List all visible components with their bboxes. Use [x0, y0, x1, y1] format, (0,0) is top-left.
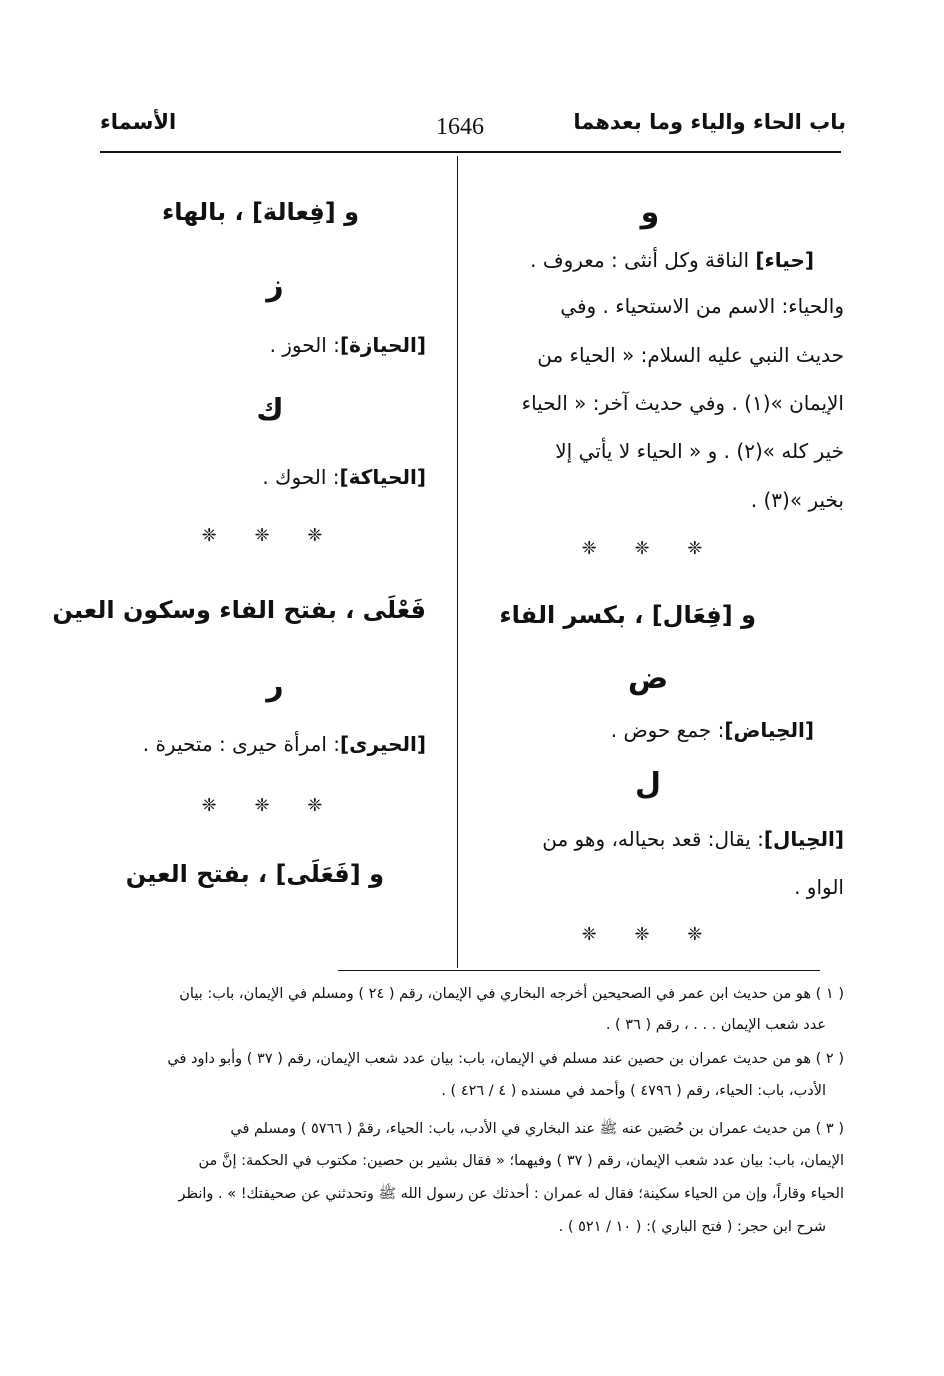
entry-hiyaka	[262, 455, 426, 499]
section-title-faala-ayn: و [فَعَلَى] ، بفتح العين	[125, 860, 384, 888]
section-title-fiaala: و [فِعالة] ، بالهاء	[161, 198, 359, 226]
footnote-line: ( ١ ) هو من حديث ابن عمر في الصحيحين أخرجه البخاري في الإيمان، رقم ( ٢٤ ) ومسلم في الإيمان، باب: بيان	[179, 986, 844, 1002]
entry-head: [حياء]	[755, 248, 814, 272]
entry-hiyad	[611, 708, 814, 752]
entry-hiyal	[542, 817, 844, 861]
entry-text: : الحوز .	[269, 333, 340, 357]
footnote-line: ( ٢ ) هو من حديث عمران بن حصين عند مسلم في الإيمان، باب: بيان عدد شعب الإيمان، رقم ( ٣٧ ) وأبو داود في	[167, 1051, 844, 1067]
paragraph-line: والحياء: الاسم من الاستحياء . وفي	[560, 294, 844, 318]
section-divider-stars: ❈ ❈ ❈	[201, 525, 339, 546]
section-divider-stars: ❈ ❈ ❈	[581, 538, 719, 559]
running-title-left: الأسماء	[100, 110, 177, 134]
entry-text: : الحوك .	[262, 465, 340, 489]
footnote-line: شرح ابن حجر: ( فتح الباري ): ( ١٠ / ٥٢١ ) .	[558, 1219, 826, 1235]
letter-heading-dad: ض	[627, 661, 669, 696]
entry-head: [الحِيال]	[763, 827, 844, 851]
entry-text: : جمع حوض .	[610, 718, 725, 742]
entry-text: : يقال: قعد بحياله، وهو من	[542, 827, 764, 851]
letter-heading-lam: ل	[634, 767, 662, 802]
entry-head: [الحِياض]	[724, 718, 814, 742]
entry-hayaa	[530, 238, 814, 282]
entry-text: : امرأة حيرى : متحيرة .	[142, 732, 340, 756]
entry-text: الناقة وكل أنثى : معروف .	[530, 248, 756, 272]
running-title-right: باب الحاء والياء وما بعدهما	[573, 110, 846, 134]
page-number: 1646	[436, 114, 484, 140]
entry-head: [الحيازة]	[339, 333, 426, 357]
section-divider-stars: ❈ ❈ ❈	[581, 924, 719, 945]
footnote-line: الأدب، باب: الحياء، رقم ( ٤٧٩٦ ) وأحمد في مسنده ( ٤ / ٤٢٦ ) .	[441, 1083, 826, 1099]
letter-heading-waw: و	[640, 195, 660, 230]
entry-hiyaza	[270, 323, 426, 367]
entry-hayra	[143, 722, 426, 766]
section-title-faala: فَعْلَى ، بفتح الفاء وسكون العين	[52, 596, 426, 624]
letter-heading-ra: ر	[266, 668, 284, 703]
paragraph-line: بخير »(٣) .	[750, 488, 844, 512]
section-divider-stars: ❈ ❈ ❈	[201, 795, 339, 816]
footnote-line: الإيمان، باب: بيان عدد شعب الإيمان، رقم ( ٣٧ ) وفيهما؛ « فقال بشير بن حصين: مكتوب في الحكمة: إنَّ من	[198, 1153, 844, 1169]
paragraph-line: حديث النبي عليه السلام: « الحياء من	[537, 343, 844, 367]
section-title-fiaal: و [فِعَال] ، بكسر الفاء	[499, 601, 756, 629]
column-divider	[457, 156, 458, 968]
footnote-rule	[338, 970, 820, 971]
paragraph-line: خير كله »(٢) . و « الحياء لا يأتي إلا	[555, 439, 844, 463]
header-rule	[100, 151, 841, 153]
entry-head: [الحياكة]	[339, 465, 426, 489]
footnote-line: ( ٣ ) من حديث عمران بن حُصَين عنه ﷺ عند البخاري في الأدب، باب: الحياء، رقمْ ( ٥٧٦٦ ) ومسلم في	[230, 1121, 844, 1137]
entry-head: [الحيرى]	[340, 732, 426, 756]
footnote-line: الحياء وقاراً، وإن من الحياء سكينة؛ فقال له عمران : أحدثك عن رسول الله ﷺ وتحدثني عن صحيفتك! » . وانظر	[178, 1186, 844, 1202]
letter-heading-zay: ز	[266, 268, 284, 303]
footnote-line: عدد شعب الإيمان . . . ، رقم ( ٣٦ ) .	[605, 1017, 826, 1033]
entry-continuation: الواو .	[794, 875, 844, 899]
letter-heading-kaf: ك	[256, 393, 284, 428]
paragraph-line: الإيمان »(١) . وفي حديث آخر: « الحياء	[521, 391, 844, 415]
